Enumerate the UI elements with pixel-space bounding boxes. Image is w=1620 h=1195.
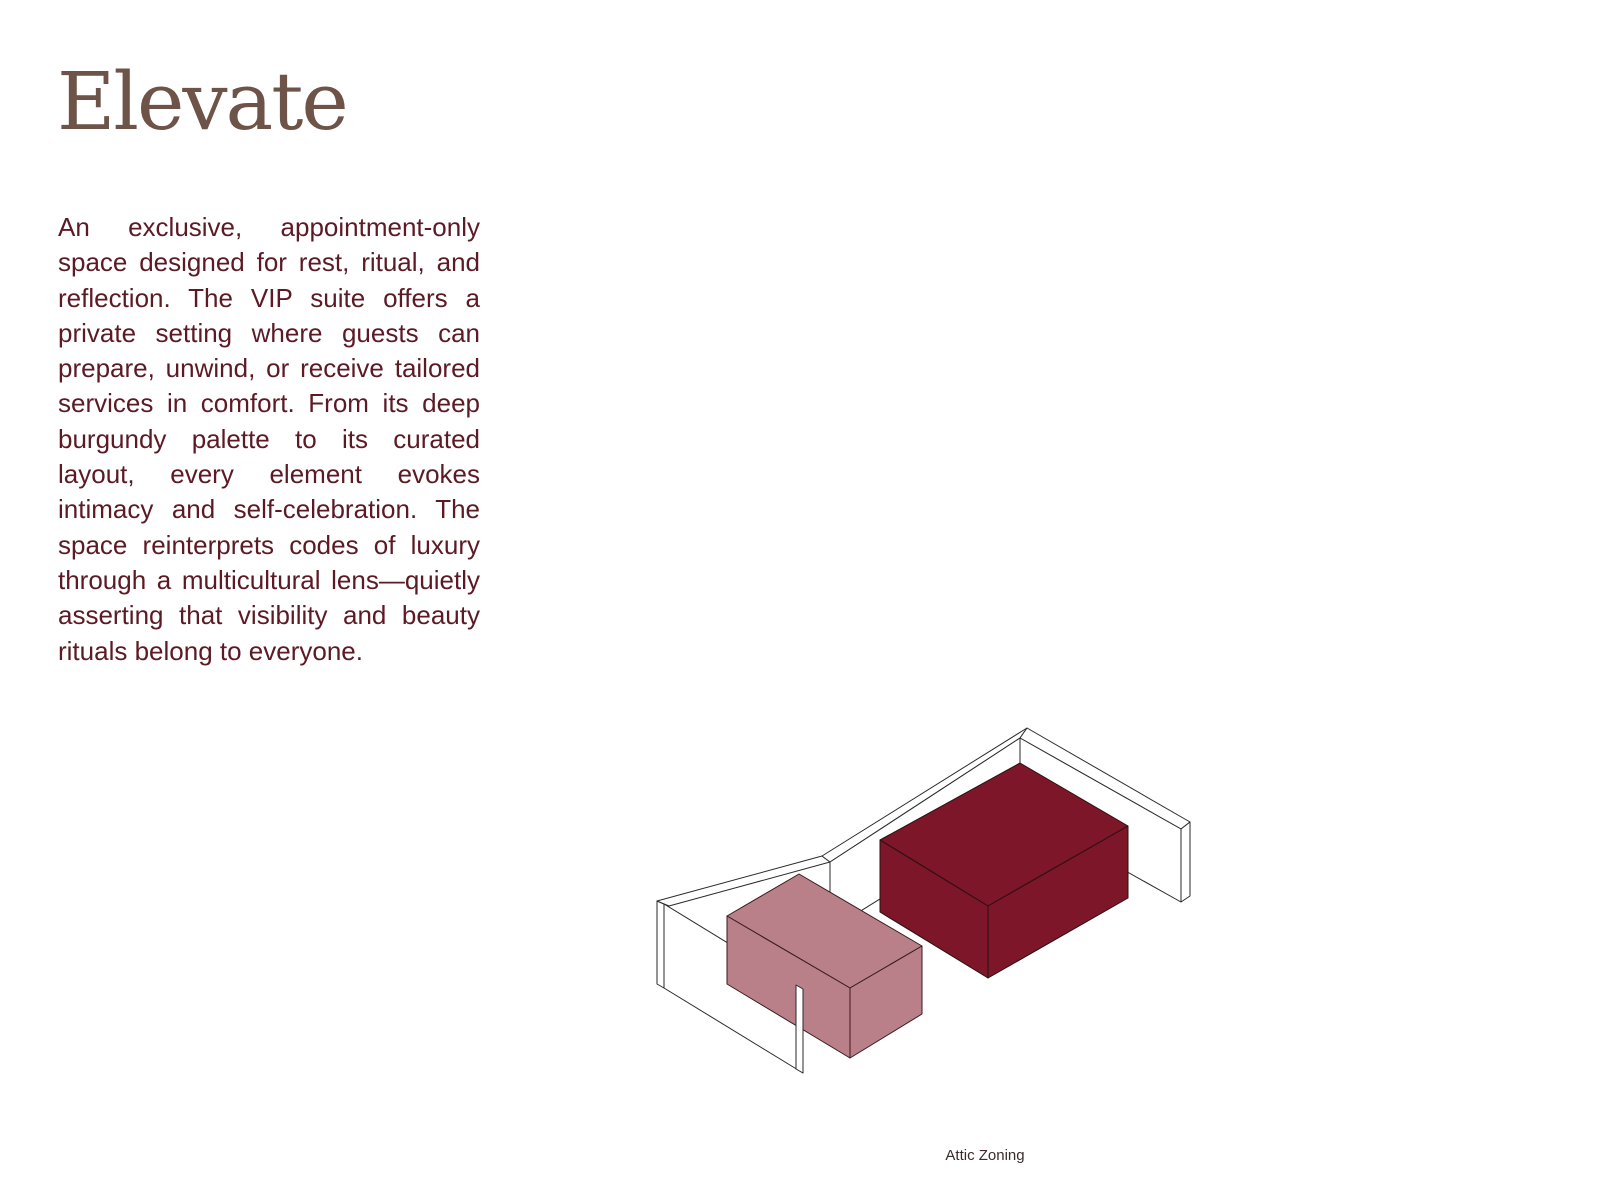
- page-title: Elevate: [57, 55, 347, 148]
- description-paragraph: An exclusive, appointment-only space designed for rest, ritual, and reflection. The VIP suite offers a private setting where guests can prepare, unwind, or receive tailored services in comfort. From its deep burgundy palette to its curated layout, every element evokes intimacy and self-celebration. The space reinterprets codes of luxury through a multicultural lens—quietly asserting that visibility and beauty rituals belong to everyone.: [58, 212, 480, 666]
- diagram-caption: Attic Zoning: [945, 1147, 1025, 1164]
- left-wall-side: [657, 901, 664, 988]
- left-wall-end: [796, 985, 803, 1073]
- right-wall-end: [1181, 822, 1190, 902]
